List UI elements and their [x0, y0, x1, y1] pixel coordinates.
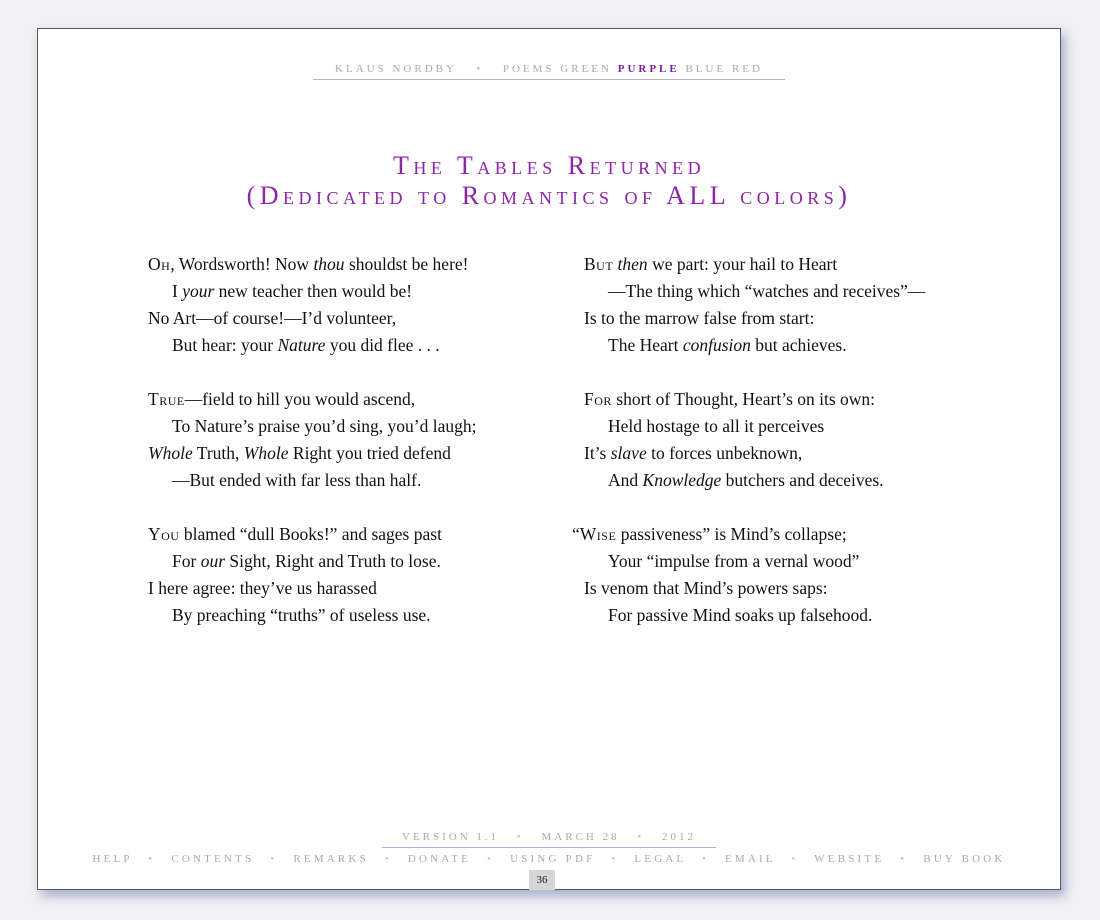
poem-line: By preaching “truths” of useless use. — [172, 605, 431, 625]
poem-line: It’s slave to forces unbeknown, — [584, 443, 803, 463]
poem-line: For short of Thought, Heart’s on its own: — [584, 389, 876, 409]
separator-dot: • — [701, 853, 710, 865]
poem-line: But hear: your Nature you did flee . . . — [172, 335, 440, 355]
separator-dot: • — [148, 853, 156, 865]
poem-line: The Heart confusion but achieves. — [608, 335, 847, 355]
separator-dot: • — [900, 853, 908, 865]
version-info — [38, 825, 1060, 848]
page-number: 36 — [529, 870, 555, 890]
nav-link-using-pdf[interactable]: USING PDF — [510, 853, 596, 865]
poem-line: Whole Truth, Whole Right you tried defend — [148, 443, 451, 463]
poem-line: I here agree: they’ve us harassed — [148, 578, 377, 598]
section-label-rest: BLUE RED — [685, 63, 763, 75]
stanza-3 — [148, 521, 568, 629]
poem-line: But then we part: your hail to Heart — [584, 254, 838, 274]
poem-line: True—field to hill you would ascend, — [148, 389, 416, 409]
footer-nav — [38, 853, 1060, 865]
poem-line: You blamed “dull Books!” and sages past — [148, 524, 442, 544]
version-label: VERSION 1.1 — [402, 831, 500, 843]
section-label: POEMS GREEN — [502, 63, 612, 75]
separator-dot: • — [487, 853, 495, 865]
poem-line: For passive Mind soaks up falsehood. — [608, 605, 873, 625]
nav-link-buy-book[interactable]: BUY BOOK — [923, 853, 1006, 865]
year-label: 2012 — [661, 831, 696, 843]
nav-link-help[interactable]: HELP — [92, 853, 133, 865]
poem-line: I your new teacher then would be! — [172, 281, 413, 301]
poem-line: —The thing which “watches and receives”— — [608, 281, 926, 301]
stanza-5 — [584, 386, 1004, 494]
separator-dot: • — [476, 63, 484, 75]
nav-link-donate[interactable]: DONATE — [407, 853, 472, 865]
title-line-2: (Dedicated to Romantics of ALL colors) — [246, 181, 852, 210]
poem-line: Oh, Wordsworth! Now thou shouldst be here! — [148, 254, 469, 274]
stanza-1 — [148, 251, 568, 359]
poem-line: Your “impulse from a vernal wood” — [608, 551, 860, 571]
poem-title — [38, 151, 1060, 211]
nav-link-contents[interactable]: CONTENTS — [171, 853, 255, 865]
separator-dot: • — [384, 853, 392, 865]
separator-dot: • — [791, 853, 799, 865]
nav-link-email[interactable]: EMAIL — [724, 853, 776, 865]
title-line-1: The Tables Returned — [392, 151, 706, 180]
separator-dot: • — [270, 853, 278, 865]
poem-line: For our Sight, Right and Truth to lose. — [172, 551, 441, 571]
poem-line: —But ended with far less than half. — [172, 470, 422, 490]
stanza-2 — [148, 386, 568, 494]
document-page — [37, 28, 1061, 890]
poem-line: Is to the marrow false from start: — [584, 308, 815, 328]
running-head — [38, 57, 1060, 80]
poem-line: Is venom that Mind’s powers saps: — [584, 578, 828, 598]
poem-line: “Wise passiveness” is Mind’s collapse; — [572, 524, 847, 544]
poem-line: To Nature’s praise you’d sing, you’d laugh; — [172, 416, 477, 436]
poem-line: And Knowledge butchers and deceives. — [608, 470, 884, 490]
nav-link-website[interactable]: WEBSITE — [814, 853, 885, 865]
author-name: KLAUS NORDBY — [335, 63, 457, 75]
date-label: MARCH 28 — [541, 831, 620, 843]
separator-dot: • — [516, 831, 524, 843]
nav-link-remarks[interactable]: REMARKS — [293, 853, 369, 865]
separator-dot: • — [611, 853, 619, 865]
poem-line: No Art—of course!—I’d volunteer, — [148, 308, 397, 328]
poem-line: Held hostage to all it perceives — [608, 416, 825, 436]
separator-dot: • — [637, 831, 645, 843]
stanza-6 — [572, 521, 1004, 629]
stanza-4 — [584, 251, 1004, 359]
section-active-color: PURPLE — [617, 63, 680, 75]
nav-link-legal[interactable]: LEGAL — [634, 853, 687, 865]
